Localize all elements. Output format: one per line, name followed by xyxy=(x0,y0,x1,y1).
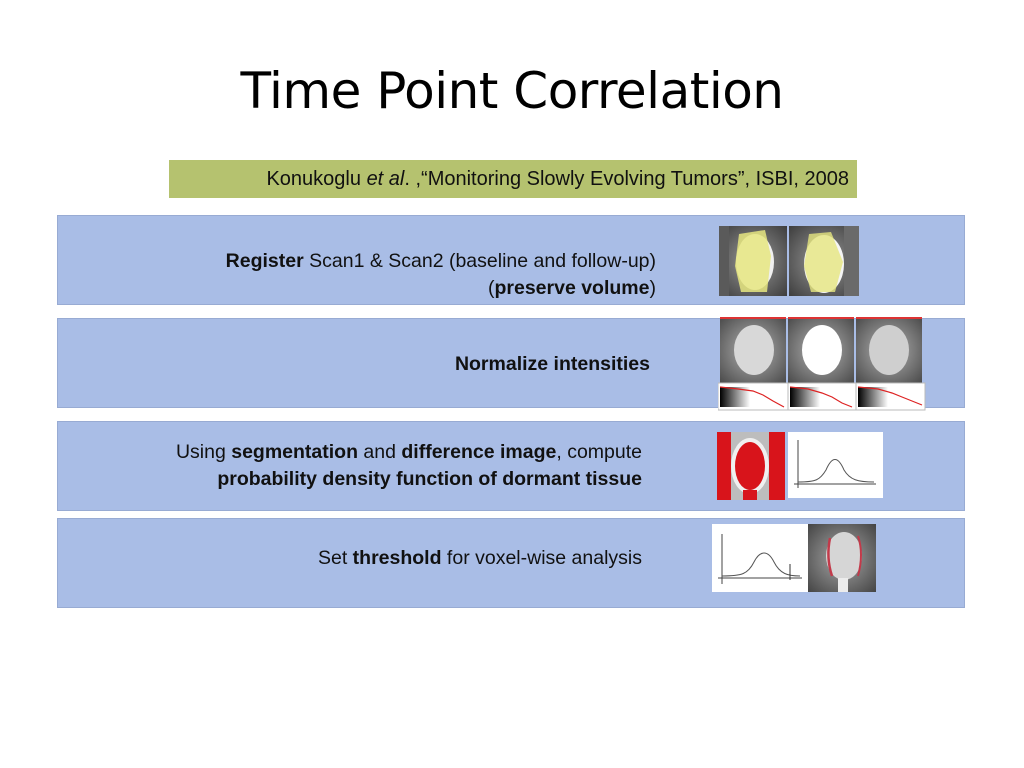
preserve-volume-bold: preserve volume xyxy=(494,277,650,299)
slide-title: Time Point Correlation xyxy=(240,62,784,120)
paren-close: ) xyxy=(649,277,656,299)
citation-authors: Konukoglu xyxy=(266,168,361,190)
voxel-text: for voxel-wise analysis xyxy=(441,547,642,569)
segmentation-bold: segmentation xyxy=(231,441,358,463)
pdf-bold: probability density function of dormant tissue xyxy=(217,468,642,490)
using-text: Using xyxy=(175,441,232,463)
segmentation-image xyxy=(717,432,785,500)
histogram-plot xyxy=(718,383,925,410)
gaussian-pdf-plot xyxy=(788,432,883,498)
set-text: Set xyxy=(317,547,353,569)
register-rest: Scan1 & Scan2 (baseline and follow-up) xyxy=(303,250,656,272)
step-pdf-text xyxy=(176,439,642,493)
paren-open: ( xyxy=(487,277,495,299)
difference-image-bold: difference image xyxy=(401,441,557,463)
and-text: and xyxy=(358,441,402,463)
normalized-scans-image xyxy=(718,317,926,411)
thresholded-scan-image xyxy=(808,524,876,592)
step-threshold-text xyxy=(318,545,642,572)
compute-text: , compute xyxy=(556,441,642,463)
citation-rest: . ,“Monitoring Slowly Evolving Tumors”, ISBI, 2008 xyxy=(404,168,849,190)
threshold-bold: threshold xyxy=(352,547,442,569)
step-register-text xyxy=(226,248,656,302)
normalize-bold: Normalize intensities xyxy=(454,353,650,375)
citation-box xyxy=(169,160,857,198)
registered-scans-image xyxy=(719,226,859,296)
register-bold: Register xyxy=(225,250,304,272)
threshold-pdf-plot xyxy=(712,524,808,592)
citation-etal: et al xyxy=(366,168,405,190)
step-normalize-text xyxy=(455,351,650,378)
mri-scan-image xyxy=(720,317,922,383)
